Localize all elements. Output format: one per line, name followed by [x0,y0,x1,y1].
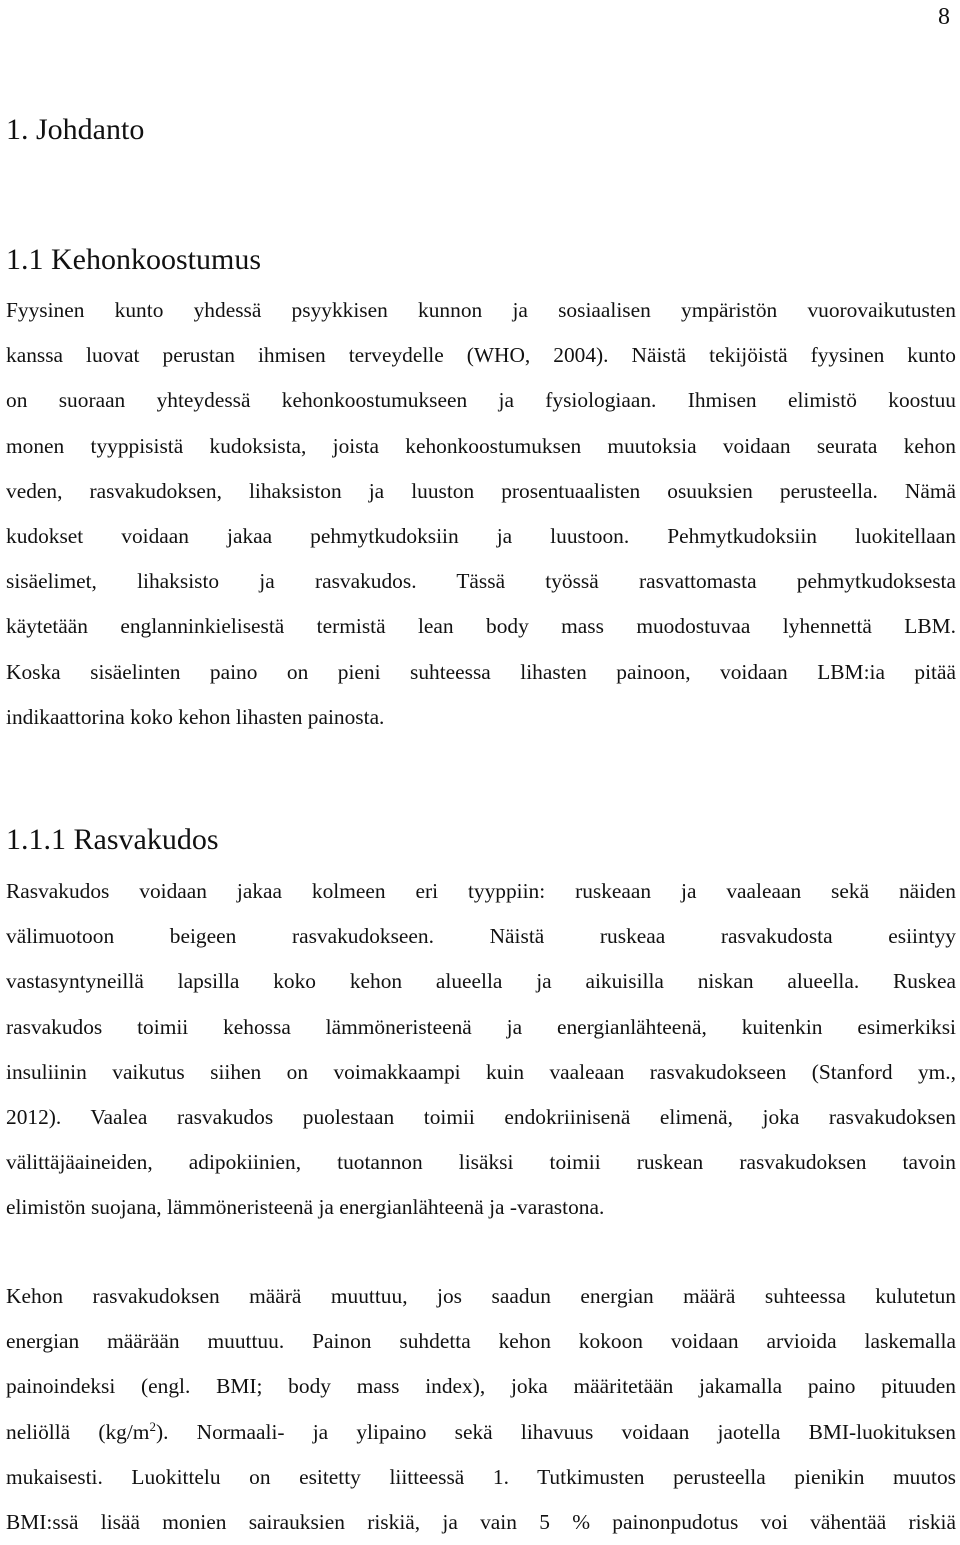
text-segment: ). Normaali- ja ylipaino sekä lihavuus voidaan jaotella BMI-luokituksen [155,1419,956,1444]
chapter-heading: 1. Johdanto [6,113,145,146]
paragraph-body-composition [6,288,956,740]
text-line: välimuotoon beigeen rasvakudokseen. Näistä ruskeaa rasvakudosta esiintyy [6,924,956,949]
text-line: indikaattorina koko kehon lihasten painosta. [6,704,385,729]
superscript: 2 [149,1418,156,1434]
text-line: Fyysinen kunto yhdessä psyykkisen kunnon ja sosiaalisen ympäristön vuorovaikutusten [6,298,956,322]
text-line: BMI:ssä lisää monien sairauksien riskiä, ja vain 5 % painonpudotus voi vähentää riskiä [6,1510,956,1535]
text-line: Koska sisäelinten paino on pieni suhteessa lihasten painoon, voidaan LBM:ia pitää [6,659,956,684]
text-line: välittäjäaineiden, adipokiinien, tuotannon lisäksi toimii ruskean rasvakudoksen tavoin [6,1150,956,1175]
paragraph-adipose-tissue [6,869,956,1231]
text-line-with-superscript [6,1410,956,1455]
text-line: rasvakudos toimii kehossa lämmöneristeenä ja energianlähteenä, kuitenkin esimerkiksi [6,1014,956,1039]
text-line: energian määrään muuttuu. Painon suhdetta kehon kokoon voidaan arvioida laskemalla [6,1329,956,1354]
text-line: monen tyyppisistä kudoksista, joista kehonkoostumuksen muutoksia voidaan seurata kehon [6,433,956,458]
text-line: sisäelimet, lihaksisto ja rasvakudos. Tässä työssä rasvattomasta pehmytkudoksesta [6,569,956,594]
section-heading: 1.1 Kehonkoostumus [6,243,261,276]
text-line: on suoraan yhteydessä kehonkoostumukseen ja fysiologiaan. Ihmisen elimistö koostuu [6,388,956,413]
text-line: elimistön suojana, lämmöneristeenä ja energianlähteenä ja -varastona. [6,1195,605,1220]
text-line: käytetään englanninkielisestä termistä lean body mass muodostuvaa lyhennettä LBM. [6,614,956,639]
page-number: 8 [938,4,950,30]
text-line: Rasvakudos voidaan jakaa kolmeen eri tyyppiin: ruskeaan ja vaaleaan sekä näiden [6,879,956,903]
text-line: mukaisesti. Luokittelu on esitetty liitteessä 1. Tutkimusten perusteella pienikin muutos [6,1464,956,1489]
text-line: insuliinin vaikutus siihen on voimakkaampi kuin vaaleaan rasvakudokseen (Stanford ym., [6,1059,956,1084]
text-line: Kehon rasvakudoksen määrä muuttuu, jos saadun energian määrä suhteessa kulutetun [6,1284,956,1308]
text-line: veden, rasvakudoksen, lihaksiston ja luuston prosentuaalisten osuuksien perusteella. Nämä [6,478,956,503]
text-line: kudokset voidaan jakaa pehmytkudoksiin ja luustoon. Pehmytkudoksiin luokitellaan [6,524,956,549]
text-segment: neliöllä (kg/m [6,1419,150,1444]
text-line: kanssa luovat perustan ihmisen terveydelle (WHO, 2004). Näistä tekijöistä fyysinen kunto [6,343,956,368]
text-line: vastasyntyneillä lapsilla koko kehon alueella ja aikuisilla niskan alueella. Ruskea [6,969,956,994]
text-line: 2012). Vaalea rasvakudos puolestaan toimii endokriinisenä elimenä, joka rasvakudoksen [6,1105,956,1130]
subsection-heading: 1.1.1 Rasvakudos [6,823,219,856]
text-line: painoindeksi (engl. BMI; body mass index), joka määritetään jakamalla paino pituuden [6,1374,956,1399]
paragraph-bmi [6,1274,956,1545]
